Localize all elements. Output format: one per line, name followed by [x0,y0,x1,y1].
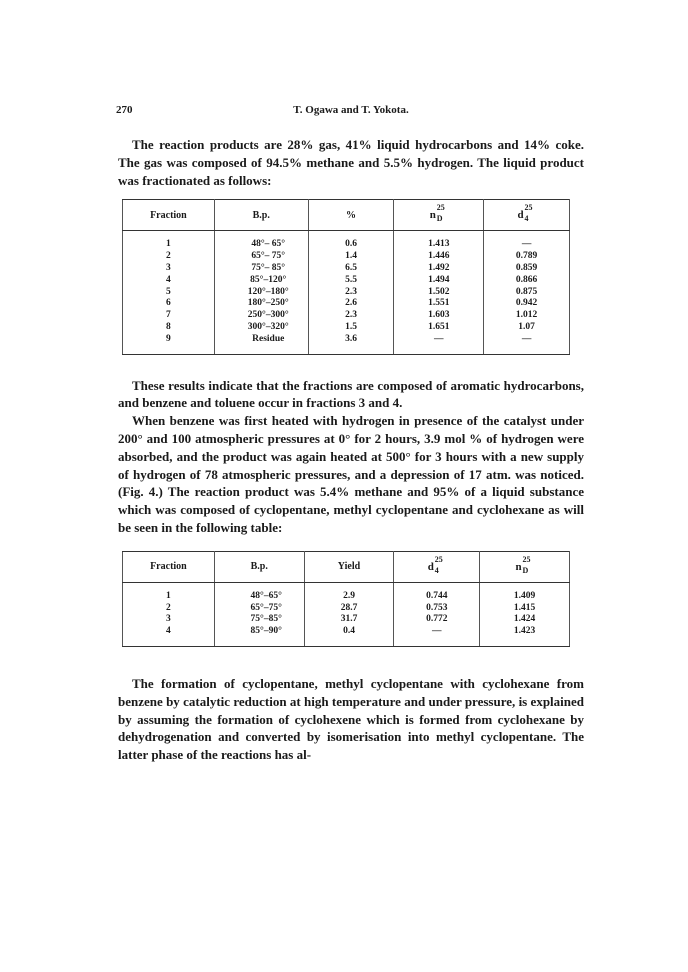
cell-bp: 65°– 75° [214,251,308,263]
cell-fraction: 3 [123,614,215,626]
cell-nd: 1.424 [480,614,570,626]
cell-nd: 1.502 [394,287,484,299]
table-row [123,287,570,299]
cell-d: — [484,231,570,251]
header-percent: % [308,200,394,231]
cell-fraction: 4 [123,275,215,287]
cell-yield: 2.9 [304,582,394,602]
cell-nd: 1.494 [394,275,484,287]
cell-bp: 85°–120° [214,275,308,287]
cell-bp: 85°–90° [214,626,304,646]
cell-fraction: 2 [123,251,215,263]
cell-fraction: 7 [123,310,215,322]
cell-bp: 250°–300° [214,310,308,322]
fraction-table-2 [122,551,570,647]
header-density: d 25 4 [484,200,570,231]
cell-d: 0.859 [484,263,570,275]
cell-percent: 1.4 [308,251,394,263]
header-bp: B.p. [214,551,304,582]
cell-nd: 1.415 [480,603,570,615]
cell-bp: 75°–85° [214,614,304,626]
paragraph-benzene-heating: When benzene was first heated with hydrogen in presence of the catalyst under 200° and 100 atmospheric pressures at 0° for 2 hours, 3.9 mol % of hydrogen were absorbed, and the product was again heated at 500° for 3 hours with a new supply of hydrogen of 78 atmospheric pressures, and a depression of 17 atm. was noticed. (Fig. 4.) The reaction product was 5.4% methane and 95% of a liquid substance which was composed of cyclopentane, methyl cyclopentane and cyclohexane as will be seen in the following table: [118,413,584,535]
cell-bp: 48°–65° [214,582,304,602]
header-yield: Yield [304,551,394,582]
cell-bp: 300°–320° [214,322,308,334]
cell-percent: 2.3 [308,310,394,322]
cell-bp: Residue [214,334,308,354]
cell-fraction: 5 [123,287,215,299]
cell-fraction: 2 [123,603,215,615]
cell-nd: 1.446 [394,251,484,263]
table-row [123,231,570,251]
table-header-row [123,551,570,582]
table-row [123,603,570,615]
table-row [123,626,570,646]
cell-fraction: 3 [123,263,215,275]
table-row [123,614,570,626]
cell-nd: 1.551 [394,298,484,310]
cell-percent: 3.6 [308,334,394,354]
cell-d: 0.753 [394,603,480,615]
cell-nd: 1.423 [480,626,570,646]
table-row [123,310,570,322]
page-content [118,104,584,764]
cell-bp: 65°–75° [214,603,304,615]
cell-bp: 75°– 85° [214,263,308,275]
cell-d: 0.942 [484,298,570,310]
cell-nd: 1.409 [480,582,570,602]
cell-d: 1.07 [484,322,570,334]
paragraph-aromatic: These results indicate that the fractions are composed of aromatic hydrocarbons, and benzene and toluene occur in fractions 3 and 4. [118,377,584,411]
paragraph-formation: The formation of cyclopentane, methyl cyclopentane with cyclohexane from benzene by catalytic reduction at high temperature and under pressure, is explained by assuming the formation of cyclohexene which is formed from cyclohexane by dehydrogenation and converted by isomerisation into methyl cyclopentane. The latter phase of the reactions has al- [118,675,584,763]
cell-nd: 1.603 [394,310,484,322]
cell-percent: 2.3 [308,287,394,299]
cell-bp: 120°–180° [214,287,308,299]
cell-d: 0.744 [394,582,480,602]
cell-nd: 1.413 [394,231,484,251]
header-fraction: Fraction [123,551,215,582]
cell-percent: 2.6 [308,298,394,310]
fraction-table-1 [122,199,570,354]
cell-nd: — [394,334,484,354]
cell-nd: 1.651 [394,322,484,334]
cell-yield: 31.7 [304,614,394,626]
cell-yield: 28.7 [304,603,394,615]
cell-fraction: 9 [123,334,215,354]
header-density: d 25 4 [394,551,480,582]
header-refractive-index: n 25 D [480,551,570,582]
cell-fraction: 6 [123,298,215,310]
header-bp: B.p. [214,200,308,231]
cell-bp: 48°– 65° [214,231,308,251]
cell-bp: 180°–250° [214,298,308,310]
cell-d: 0.772 [394,614,480,626]
table-row [123,298,570,310]
cell-percent: 0.6 [308,231,394,251]
header-fraction: Fraction [123,200,215,231]
cell-d: 0.789 [484,251,570,263]
cell-d: — [394,626,480,646]
cell-yield: 0.4 [304,626,394,646]
cell-d: 0.875 [484,287,570,299]
cell-nd: 1.492 [394,263,484,275]
running-title: T. Ogawa and T. Yokota. [293,104,409,116]
cell-fraction: 1 [123,231,215,251]
table-header-row [123,200,570,231]
cell-d: — [484,334,570,354]
page-number: 270 [116,104,133,116]
cell-fraction: 4 [123,626,215,646]
table-row [123,334,570,354]
page-header [118,104,584,122]
table-row [123,322,570,334]
table-row [123,275,570,287]
cell-percent: 1.5 [308,322,394,334]
header-refractive-index: n 25 D [394,200,484,231]
cell-percent: 6.5 [308,263,394,275]
cell-d: 1.012 [484,310,570,322]
cell-d: 0.866 [484,275,570,287]
cell-percent: 5.5 [308,275,394,287]
cell-fraction: 1 [123,582,215,602]
table-row [123,263,570,275]
paragraph-products: The reaction products are 28% gas, 41% liquid hydrocarbons and 14% coke. The gas was composed of 94.5% methane and 5.5% hydrogen. The liquid product was fractionated as follows: [118,137,584,188]
cell-fraction: 8 [123,322,215,334]
table-row [123,251,570,263]
table-row [123,582,570,602]
